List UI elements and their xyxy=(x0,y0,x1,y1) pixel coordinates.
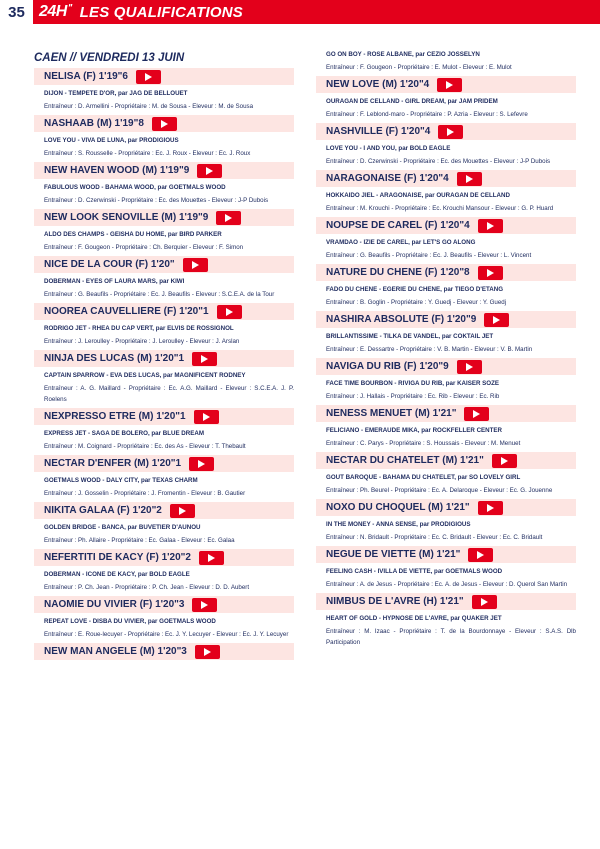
play-icon[interactable] xyxy=(437,78,462,92)
play-triangle-icon xyxy=(487,222,494,230)
horse-connections: Entraîneur : M. Krouchi - Propriétaire : Ec. Krouchi Mansour - Eleveur : G. P. Huard xyxy=(326,205,554,212)
play-triangle-icon xyxy=(446,81,453,89)
horse-pedigree: HEART OF GOLD - HYPNOSE DE L'AVRE, par QUAKER JET xyxy=(326,615,502,622)
horse-name: NOXO DU CHOQUEL (M) 1'21" xyxy=(326,502,470,513)
horse-name: NOOREA CAUVELLIERE (F) 1'20"1 xyxy=(44,306,209,317)
horse-name: NIMBUS DE L'AVRE (H) 1'21" xyxy=(326,596,464,607)
horse-pedigree: HOKKAIDO JIEL - ARAGONAISE, par OURAGAN DE CELLAND xyxy=(326,192,510,199)
horse-name-bar xyxy=(316,170,576,187)
horse-entry xyxy=(34,209,294,253)
horse-pedigree: VRAMDAO - IZIE DE CAREL, par LET'S GO ALONG xyxy=(326,239,476,246)
logo-24h xyxy=(39,3,72,21)
right-column xyxy=(316,50,576,651)
horse-name-bar xyxy=(34,256,294,273)
horse-entry xyxy=(34,549,294,593)
play-triangle-icon xyxy=(225,214,232,222)
horse-pedigree: GOUT BAROQUE - BAHAMA DU CHATELET, par SO LOVELY GIRL xyxy=(326,474,521,481)
horse-list-right xyxy=(316,50,576,648)
play-icon[interactable] xyxy=(438,125,463,139)
horse-entry xyxy=(316,217,576,261)
logo-text: 24H xyxy=(39,3,67,20)
horse-connections: Entraîneur : E. Roue-lecuyer - Propriétaire : Ec. J. Y. Lecuyer - Eleveur : Ec. J. Y. Lecuyer xyxy=(44,631,289,638)
horse-entry xyxy=(316,546,576,590)
horse-name: NATURE DU CHENE (F) 1'20"8 xyxy=(326,267,470,278)
play-triangle-icon xyxy=(473,410,480,418)
horse-name-bar xyxy=(316,264,576,281)
horse-name-bar xyxy=(34,455,294,472)
horse-entry xyxy=(34,502,294,546)
horse-name-bar xyxy=(316,546,576,563)
horse-pedigree: GOLDEN BRIDGE - BANCA, par BUVETIER D'AUNOU xyxy=(44,524,201,531)
play-icon[interactable] xyxy=(468,548,493,562)
horse-name-bar xyxy=(316,123,576,140)
horse-connections: Entraîneur : J. Hallais - Propriétaire : Ec. Rib - Eleveur : Ec. Rib xyxy=(326,393,500,400)
horse-name: NINJA DES LUCAS (M) 1'20"1 xyxy=(44,353,185,364)
play-icon[interactable] xyxy=(472,595,497,609)
horse-connections: Entraîneur : J. Leroulley - Propriétaire : J. Leroulley - Eleveur : J. Arslan xyxy=(44,338,240,345)
horse-name: NELISA (F) 1'19"6 xyxy=(44,71,128,82)
play-triangle-icon xyxy=(145,73,152,81)
horse-pedigree: EXPRESS JET - SAGA DE BOLERO, par BLUE DREAM xyxy=(44,430,204,437)
horse-name-bar xyxy=(34,643,294,660)
play-icon[interactable] xyxy=(199,551,224,565)
play-icon[interactable] xyxy=(478,501,503,515)
horse-connections: Entraîneur : E. Dessartre - Propriétaire : V. B. Martin - Eleveur : V. B. Martin xyxy=(326,346,533,353)
horse-connections: Entraîneur : F. Gougeon - Propriétaire : Ch. Berquier - Eleveur : F. Simon xyxy=(44,244,244,251)
horse-entry xyxy=(316,170,576,214)
horse-name: NICE DE LA COUR (F) 1'20" xyxy=(44,259,175,270)
horse-name-bar xyxy=(316,76,576,93)
horse-entry xyxy=(34,115,294,159)
play-triangle-icon xyxy=(179,507,186,515)
horse-connections: Entraîneur : F. Leblond-maro - Propriétaire : P. Azria - Eleveur : S. Lefevre xyxy=(326,111,528,118)
play-icon[interactable] xyxy=(183,258,208,272)
horse-entry xyxy=(316,311,576,355)
horse-name: NEFERTITI DE KACY (F) 1'20"2 xyxy=(44,552,191,563)
horse-name-bar xyxy=(316,358,576,375)
horse-entry xyxy=(34,643,294,660)
left-column xyxy=(34,50,294,664)
horse-entry xyxy=(316,123,576,167)
horse-connections: Entraîneur : M. Coignard - Propriétaire : Ec. des As - Eleveur : T. Thebault xyxy=(44,443,246,450)
play-icon[interactable] xyxy=(492,454,517,468)
horse-name: NAOMIE DU VIVIER (F) 1'20"3 xyxy=(44,599,185,610)
horse-connections: Entraîneur : Ph. Beurel - Propriétaire : Ec. A. Delaroque - Eleveur : Ec. G. Jouenne xyxy=(326,487,553,494)
horse-name: NEGUE DE VIETTE (M) 1'21" xyxy=(326,549,461,560)
horse-connections: Entraîneur : M. Izaac - Propriétaire : T. de la Bourdonnaye - Eleveur : S.A.S. Dlb Participation xyxy=(326,628,576,646)
play-icon[interactable] xyxy=(136,70,161,84)
top-banner xyxy=(0,0,600,24)
play-icon[interactable] xyxy=(192,352,217,366)
horse-name-bar xyxy=(316,311,576,328)
horse-name-bar xyxy=(34,209,294,226)
horse-name-bar xyxy=(34,303,294,320)
horse-pedigree: GOETMALS WOOD - DALY CITY, par TEXAS CHARM xyxy=(44,477,198,484)
horse-entry xyxy=(34,596,294,640)
horse-name: NAVIGA DU RIB (F) 1'20"9 xyxy=(326,361,449,372)
horse-connections: Entraîneur : N. Bridault - Propriétaire : Ec. C. Bridault - Eleveur : Ec. C. Bridault xyxy=(326,534,543,541)
play-triangle-icon xyxy=(192,261,199,269)
horse-name-bar xyxy=(316,405,576,422)
play-triangle-icon xyxy=(226,308,233,316)
play-triangle-icon xyxy=(501,457,508,465)
horse-entry xyxy=(316,264,576,308)
horse-pedigree: ALDO DES CHAMPS - GEISHA DU HOME, par BIRD PARKER xyxy=(44,231,222,238)
horse-pedigree: FEELING CASH - IVILLA DE VIETTE, par GOETMALS WOOD xyxy=(326,568,503,575)
play-triangle-icon xyxy=(203,413,210,421)
horse-connections: Entraîneur : P. Ch. Jean - Propriétaire : P. Ch. Jean - Eleveur : D. D. Aubert xyxy=(44,584,250,591)
horse-name-bar xyxy=(34,115,294,132)
horse-name-bar xyxy=(316,217,576,234)
horse-connections: Entraîneur : F. Gougeon - Propriétaire : E. Mulot - Eleveur : E. Mulot xyxy=(326,64,512,71)
play-triangle-icon xyxy=(493,316,500,324)
horse-name-bar xyxy=(34,596,294,613)
horse-entry xyxy=(34,68,294,112)
horse-entry xyxy=(316,50,576,73)
play-icon[interactable] xyxy=(197,164,222,178)
play-triangle-icon xyxy=(466,363,473,371)
horse-pedigree: FACE TIME BOURBON - RIVIGA DU RIB, par KAISER SOZE xyxy=(326,380,500,387)
horse-name: NOUPSE DE CAREL (F) 1'20"4 xyxy=(326,220,470,231)
play-icon[interactable] xyxy=(457,172,482,186)
horse-entry xyxy=(34,455,294,499)
play-triangle-icon xyxy=(481,598,488,606)
play-triangle-icon xyxy=(487,269,494,277)
horse-name: NASHVILLE (F) 1'20"4 xyxy=(326,126,431,137)
play-triangle-icon xyxy=(206,167,213,175)
horse-entry xyxy=(316,452,576,496)
play-triangle-icon xyxy=(201,355,208,363)
play-triangle-icon xyxy=(201,601,208,609)
play-icon[interactable] xyxy=(216,211,241,225)
horse-name: NEW HAVEN WOOD (M) 1'19"9 xyxy=(44,165,190,176)
section-title: LES QUALIFICATIONS xyxy=(79,3,243,21)
horse-name: NECTAR D'ENFER (M) 1'20"1 xyxy=(44,458,182,469)
horse-name-bar xyxy=(316,593,576,610)
horse-entry xyxy=(34,303,294,347)
play-icon[interactable] xyxy=(484,313,509,327)
horse-list-left xyxy=(34,68,294,660)
horse-name: NEW LOVE (M) 1'20"4 xyxy=(326,79,430,90)
horse-pedigree: LOVE YOU - VIVA DE LUNA, par PRODIGIOUS xyxy=(44,137,179,144)
horse-name-bar xyxy=(34,162,294,179)
play-triangle-icon xyxy=(161,120,168,128)
horse-pedigree: RODRIGO JET - RHEA DU CAP VERT, par ELVIS DE ROSSIGNOL xyxy=(44,325,234,332)
play-icon[interactable] xyxy=(170,504,195,518)
horse-entry xyxy=(316,405,576,449)
horse-name: NIKITA GALAA (F) 1'20"2 xyxy=(44,505,162,516)
page-number: 35 xyxy=(0,0,33,24)
horse-pedigree: FADO DU CHENE - EGERIE DU CHENE, par TIEGO D'ETANG xyxy=(326,286,504,293)
horse-pedigree: GO ON BOY - ROSE ALBANE, par CEZIO JOSSELYN xyxy=(326,51,480,58)
horse-name: NASHAAB (M) 1'19"8 xyxy=(44,118,144,129)
play-triangle-icon xyxy=(487,504,494,512)
horse-entry xyxy=(34,350,294,405)
horse-connections: Entraîneur : A. de Jesus - Propriétaire : Ec. A. de Jesus - Eleveur : D. Querol San Martin xyxy=(326,581,568,588)
horse-entry xyxy=(34,256,294,300)
play-icon[interactable] xyxy=(152,117,177,131)
horse-entry xyxy=(316,358,576,402)
play-icon[interactable] xyxy=(457,360,482,374)
horse-name: NEW LOOK SENOVILLE (M) 1'19"9 xyxy=(44,212,209,223)
horse-name-bar xyxy=(34,408,294,425)
play-icon[interactable] xyxy=(478,266,503,280)
horse-pedigree: LOVE YOU - I AND YOU, par BOLD EAGLE xyxy=(326,145,451,152)
horse-entry xyxy=(316,499,576,543)
logo-ticks: '' xyxy=(67,3,72,14)
horse-pedigree: DOBERMAN - EYES OF LAURA MARS, par KIWI xyxy=(44,278,185,285)
play-triangle-icon xyxy=(198,460,205,468)
horse-pedigree: FELICIANO - EMERAUDE MIKA, par ROCKFELLER CENTER xyxy=(326,427,503,434)
play-triangle-icon xyxy=(466,175,473,183)
horse-name-bar xyxy=(34,350,294,367)
play-icon[interactable] xyxy=(217,305,242,319)
play-icon[interactable] xyxy=(194,410,219,424)
horse-pedigree: CAPTAIN SPARROW - EVA DES LUCAS, par MAGNIFICENT RODNEY xyxy=(44,372,246,379)
horse-connections: Entraîneur : C. Parys - Propriétaire : S. Houssais - Eleveur : M. Menuet xyxy=(326,440,521,447)
play-icon[interactable] xyxy=(478,219,503,233)
horse-connections: Entraîneur : B. Goglin - Propriétaire : Y. Guedj - Eleveur : Y. Guedj xyxy=(326,299,507,306)
meeting-heading: CAEN // VENDREDI 13 JUIN xyxy=(34,52,185,64)
horse-entry xyxy=(34,162,294,206)
horse-pedigree: FABULOUS WOOD - BAHAMA WOOD, par GOETMALS WOOD xyxy=(44,184,226,191)
play-triangle-icon xyxy=(447,128,454,136)
horse-entry xyxy=(316,76,576,120)
horse-pedigree: DIJON - TEMPETE D'OR, par JAG DE BELLOUET xyxy=(44,90,188,97)
play-triangle-icon xyxy=(477,551,484,559)
horse-name: NARAGONAISE (F) 1'20"4 xyxy=(326,173,449,184)
horse-name: NEXPRESSO ETRE (M) 1'20"1 xyxy=(44,411,186,422)
play-triangle-icon xyxy=(204,648,211,656)
horse-name: NEW MAN ANGELE (M) 1'20"3 xyxy=(44,646,187,657)
horse-pedigree: BRILLANTISSIME - TILKA DE VANDEL, par COKTAIL JET xyxy=(326,333,494,340)
horse-name-bar xyxy=(34,549,294,566)
horse-pedigree: REPEAT LOVE - DISBA DU VIVIER, par GOETMALS WOOD xyxy=(44,618,216,625)
horse-pedigree: OURAGAN DE CELLAND - GIRL DREAM, par JAM PRIDEM xyxy=(326,98,498,105)
horse-pedigree: DOBERMAN - ICONE DE KACY, par BOLD EAGLE xyxy=(44,571,190,578)
play-icon[interactable] xyxy=(192,598,217,612)
horse-pedigree: IN THE MONEY - ANNA SENSE, par PRODIGIOUS xyxy=(326,521,471,528)
horse-connections: Entraîneur : S. Rousselle - Propriétaire : Ec. J. Roux - Eleveur : Ec. J. Roux xyxy=(44,150,251,157)
horse-name: NECTAR DU CHATELET (M) 1'21" xyxy=(326,455,484,466)
horse-connections: Entraîneur : A. G. Maillard - Propriétaire : Ec. A.G. Maillard - Eleveur : S.C.E.A. J. P. Roelens xyxy=(44,385,294,403)
horse-name-bar xyxy=(34,68,294,85)
play-icon[interactable] xyxy=(195,645,220,659)
horse-entry xyxy=(34,408,294,452)
play-icon[interactable] xyxy=(464,407,489,421)
horse-connections: Entraîneur : D. Czerwinski - Propriétaire : Ec. des Mouettes - Eleveur : J-P Dubois xyxy=(44,197,269,204)
horse-name-bar xyxy=(316,499,576,516)
horse-connections: Entraîneur : G. Beaufils - Propriétaire : Ec. J. Beaufils - Eleveur : L. Vincent xyxy=(326,252,532,259)
horse-connections: Entraîneur : D. Armellini - Propriétaire : M. de Sousa - Eleveur : M. de Sousa xyxy=(44,103,254,110)
horse-connections: Entraîneur : D. Czerwinski - Propriétaire : Ec. des Mouettes - Eleveur : J-P Dubois xyxy=(326,158,551,165)
horse-entry xyxy=(316,593,576,648)
play-icon[interactable] xyxy=(189,457,214,471)
horse-connections: Entraîneur : G. Beaufils - Propriétaire : Ec. J. Beaufils - Eleveur : S.C.E.A. de la Tour xyxy=(44,291,275,298)
horse-name-bar xyxy=(316,452,576,469)
horse-name: NENESS MENUET (M) 1'21" xyxy=(326,408,457,419)
horse-connections: Entraîneur : J. Gosselin - Propriétaire : J. Fromentin - Eleveur : B. Gautier xyxy=(44,490,246,497)
play-triangle-icon xyxy=(208,554,215,562)
horse-name: NASHIRA ABSOLUTE (F) 1'20"9 xyxy=(326,314,477,325)
horse-connections: Entraîneur : Ph. Allaire - Propriétaire : Ec. Galaa - Eleveur : Ec. Galaa xyxy=(44,537,235,544)
horse-name-bar xyxy=(34,502,294,519)
